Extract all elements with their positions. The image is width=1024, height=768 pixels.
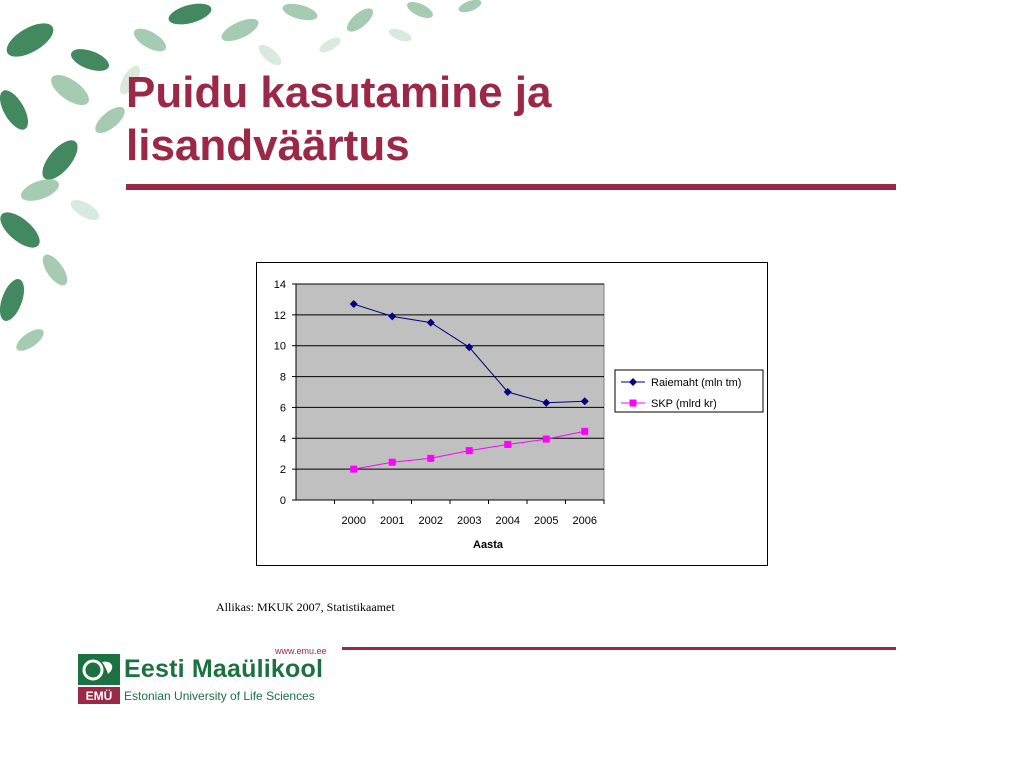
legend-label-1: Raiemaht (mln tm) [651,377,742,389]
page-title [126,66,826,172]
university-logo [78,654,120,704]
title-line-1: Puidu kasutamine ja [126,68,552,117]
x-tick-label: 2000 [341,515,366,527]
x-tick-label: 2002 [418,515,443,527]
y-tick-label: 4 [279,433,286,446]
legend-marker-square [630,400,637,407]
x-tick-label: 2001 [380,515,405,527]
x-tick-label: 2006 [572,515,597,527]
y-tick-label: 6 [279,402,286,415]
x-tick-label: 2005 [534,515,559,527]
data-point-square [466,447,473,454]
title-divider [126,184,896,190]
legend-label-2: SKP (mlrd kr) [651,398,717,410]
footer-divider [342,647,896,650]
data-point-square [504,441,511,448]
chart-container [256,262,768,566]
y-tick-label: 8 [279,371,286,384]
university-subtitle: Estonian University of Life Sciences [124,689,315,703]
x-tick-label: 2004 [495,515,520,527]
line-chart [257,263,767,565]
data-point-square [581,428,588,435]
data-point-square [427,455,434,462]
data-point-square [389,459,396,466]
y-tick-label: 0 [279,495,286,507]
plot-area [296,284,604,500]
x-axis-label: Aasta [473,539,503,551]
y-tick-label: 2 [279,464,286,477]
logo-mark-text: EMÜ [85,689,113,703]
title-line-2: lisandväärtus [126,121,410,170]
source-note: Allikas: MKUK 2007, Statistikaamet [216,600,395,614]
data-point-square [543,436,550,443]
footer-url[interactable]: www.emu.ee [275,646,327,656]
y-tick-label: 10 [273,340,286,353]
y-tick-label: 14 [273,279,286,291]
x-tick-label: 2003 [457,515,482,527]
university-name: Eesti Maaülikool [124,655,324,683]
y-tick-label: 12 [273,309,286,322]
data-point-square [350,466,357,473]
